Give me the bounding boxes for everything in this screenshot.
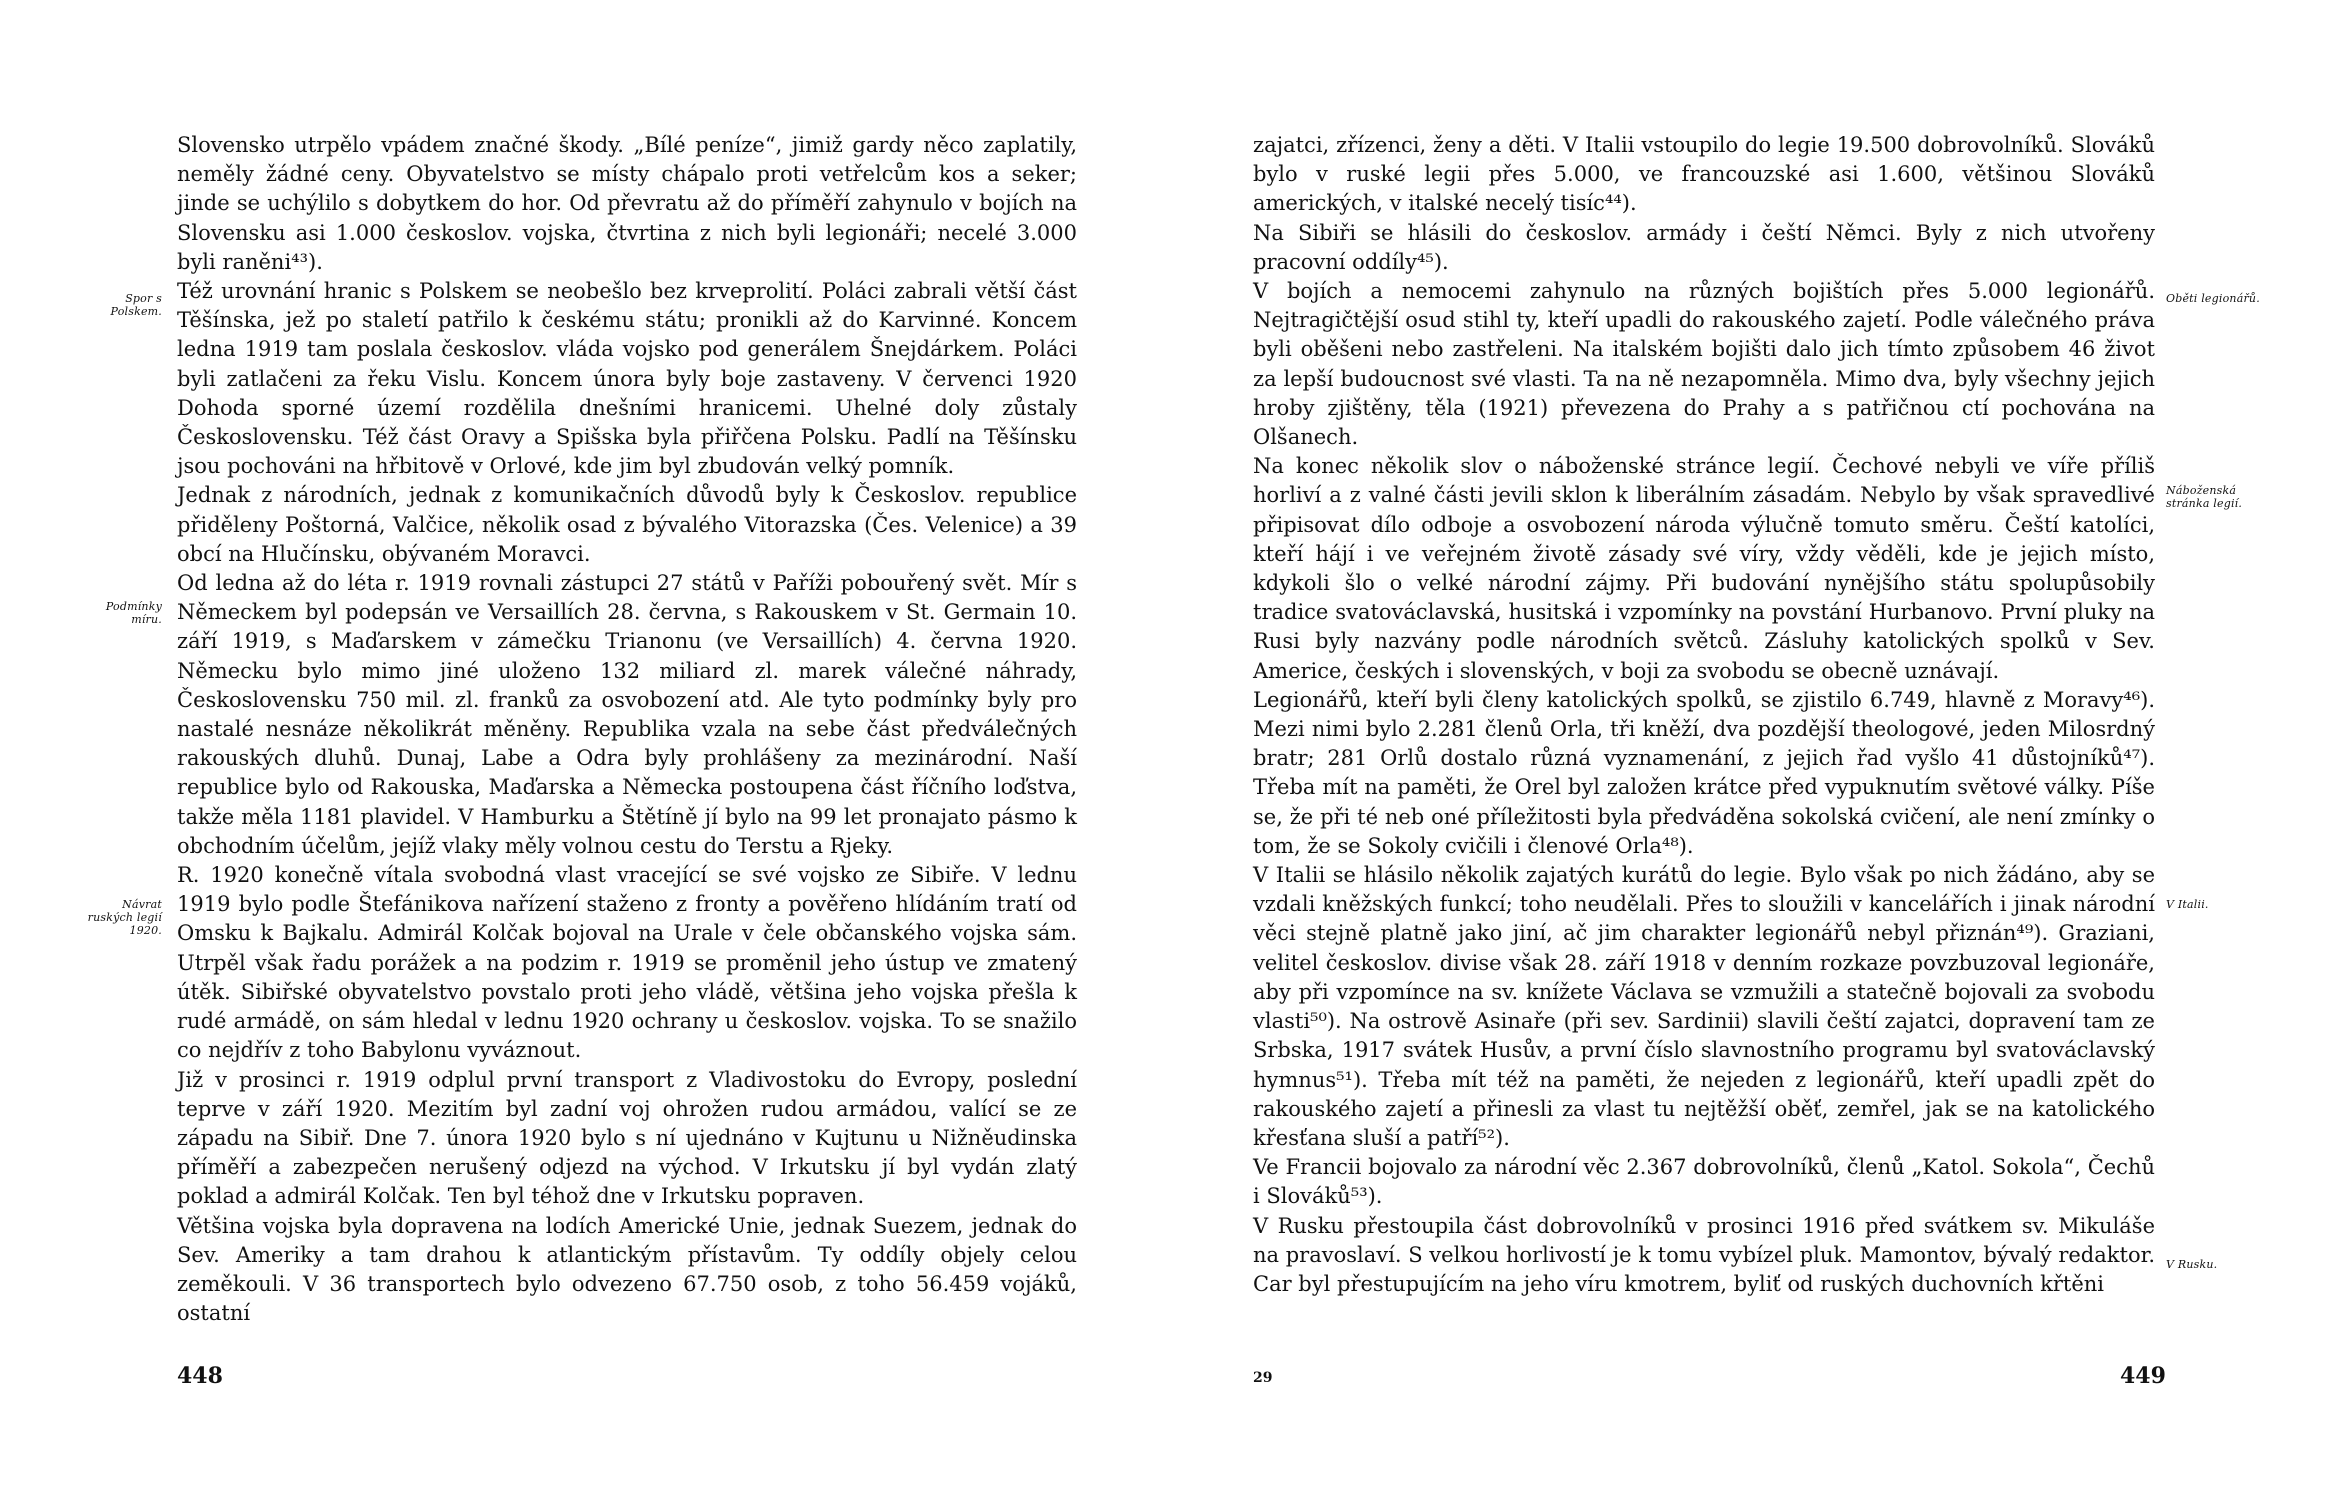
- page-number: 449: [2120, 1363, 2166, 1389]
- paragraph: Slovensko utrpělo vpádem značné škody. „Bílé peníze“, jimiž gardy něco zaplatily, neměly žádné ceny. Obyvatelstvo se místy chápalo proti vetřelcům kos a seker; jinde se uchýlilo s dobytkem do hor. Od převratu až do příměří zahynulo v bojích na Slovensku asi 1.000 českoslov. vojska, čtvrtina z nich byli legionáři; necelé 3.000 byli raněni⁴³).: [177, 133, 1077, 274]
- side-note: Podmínky míru.: [105, 600, 162, 626]
- paragraph: Ve Francii bojovalo za národní věc 2.367 dobrovolníků, členů „Katol. Sokola“, Čechů i Slováků⁵³).: [1253, 1155, 2155, 1209]
- paragraph: R. 1920 konečně vítala svobodná vlast vracející se své vojsko ze Sibiře. V lednu 1919 bylo podle Štefánikova nařízení staženo z fronty a pověřeno hlídáním tratí od Omsku k Bajkalu. Admirál Kolčak bojoval na Urale v čele občanského vojska sám. Utrpěl však řadu porážek a na podzim r. 1919 se proměnil jeho ústup ve zmatený útěk. Sibiřské obyvatelstvo povstalo proti jeho vládě, většina jeho vojska přešla k rudé armádě, on sám hledal v lednu 1920 ochrany u českoslov. vojska. To se snažilo co nejdřív z toho Babylonu vyváznout.: [177, 863, 1077, 1063]
- paragraph: Též urovnání hranic s Polskem se neobešlo bez krveprolití. Poláci zabrali větší část Těšínska, jež po staletí patřilo k českému státu; pronikli až do Karvinné. Koncem ledna 1919 tam poslala českoslov. vláda vojsko pod generálem Šnejdárkem. Poláci byli zatlačeni za řeku Vislu. Koncem února byly boje zastaveny. V červenci 1920 Dohoda sporné území rozdělila dnešními hranicemi. Uhelné doly zůstaly Československu. Též část Oravy a Spišska byla přiřčena Polsku. Padlí na Těšínsku jsou pochováni na hřbitově v Orlové, kde jim byl zbudován velký pomník.: [177, 279, 1077, 479]
- paragraph: V Italii se hlásilo několik zajatých kurátů do legie. Bylo však po nich žádáno, aby se vzdali kněžských funkcí; toho neudělali. Přes to sloužili v kancelářích i jinak národní věci stejně platně jako jiní, ač jim charakter legionářů nebyl přiznán⁴⁹). Graziani, velitel českoslov. divise však 28. září 1918 v denním rozkaze povzbuzoval legionáře, aby při vzpomínce na sv. knížete Václava se vzmužili a statečně bojovali za svobodu vlasti⁵⁰). Na ostrově Asinaře (při sev. Sardinii) slavili čeští zajatci, dopravení tam ze Srbska, 1917 svátek Husův, a první číslo slavnostního programu byl svatováclavský hymnus⁵¹). Třeba mít též na paměti, že nejeden z legionářů, kteří upadli zpět do rakouského zajetí a přinesli za vlast tu nejtěžší oběť, zemřel, jak se na katolického křesťana sluší a patří⁵²).: [1253, 863, 2155, 1150]
- side-note: V Rusku.: [2166, 1258, 2218, 1271]
- side-note: Spor s Polskem.: [110, 292, 162, 318]
- paragraph: Legionářů, kteří byli členy katolických spolků, se zjistilo 6.749, hlavně z Moravy⁴⁶). Mezi nimi bylo 2.281 členů Orla, tři kněží, dva pozdější theologové, jeden Milosrdný bratr; 281 Orlů dostalo různá vyznamenání, z jejich řad vyšlo 41 důstojníků⁴⁷). Třeba mít na paměti, že Orel byl založen krátce před vypuknutím světové války. Píše se, že při té neb oné příležitosti byla předváděna sokolská cvičení, ale není zmínky o tom, že se Sokoly cvičili i členové Orla⁴⁸).: [1253, 687, 2155, 858]
- paragraph: Od ledna až do léta r. 1919 rovnali zástupci 27 států v Paříži pobouřený svět. Mír s Německem byl podepsán ve Versaillích 28. června, s Rakouskem v St. Germain 10. září 1919, s Maďarskem v zámečku Trianonu (ve Versaillích) 4. června 1920. Německu bylo mimo jiné uloženo 132 miliard zl. marek válečné náhrady, Československu 750 mil. zl. franků za osvobození atd. Ale tyto podmínky byly pro nastalé nesnáze několikrát měněny. Republika vzala na sebe část předválečných rakouských dluhů. Dunaj, Labe a Odra byly prohlášeny za mezinárodní. Naší republice bylo od Rakouska, Maďarska a Německa postoupena část říčního loďstva, takže měla 1181 plavidel. V Hamburku a Štětíně jí bylo na 99 let pronajato pásmo k obchodním účelům, jejíž vlaky měly volnou cestu do Terstu a Rjeky.: [177, 571, 1077, 858]
- paragraph: V Rusku přestoupila část dobrovolníků v prosinci 1916 před svátkem sv. Mikuláše na pravoslaví. S velkou horlivostí je k tomu vybízel pluk. Mamontov, bývalý redaktor. Car byl přestupujícím na jeho víru kmotrem, byliť od ruských duchovních křtěni: [1253, 1213, 2155, 1296]
- paragraph: Na Sibiři se hlásili do českoslov. armády i čeští Němci. Byly z nich utvořeny pracovní oddíly⁴⁵).: [1253, 220, 2155, 274]
- side-note: Oběti legionářů.: [2166, 292, 2260, 305]
- right-page: [1163, 0, 2326, 1500]
- signature-mark: 29: [1253, 1370, 1273, 1386]
- paragraph: Jednak z národních, jednak z komunikačních důvodů byly k Českoslov. republice přiděleny Poštorná, Valčice, několik osad z bývalého Vitorazska (Čes. Velenice) a 39 obcí na Hlučínsku, obývaném Moravci.: [177, 483, 1077, 566]
- paragraph: zajatci, zřízenci, ženy a děti. V Italii vstoupilo do legie 19.500 dobrovolníků. Slováků bylo v ruské legii přes 5.000, ve francouzské asi 1.600, většinou Slováků amerických, v italské necelý tisíc⁴⁴).: [1253, 133, 2155, 216]
- paragraph: V bojích a nemocemi zahynulo na různých bojištích přes 5.000 legionářů. Nejtragičtější osud stihl ty, kteří upadli do rakouského zajetí. Podle válečného práva byli oběšeni nebo zastřeleni. Na italském bojišti dalo jich tímto způsobem 46 život za lepší budoucnost své vlasti. Ta na ně nezapomněla. Mimo dva, byly všechny jejich hroby zjištěny, těla (1921) převezena do Prahy a s patřičnou ctí pochována na Olšanech.: [1253, 279, 2155, 450]
- right-text-column: [1253, 131, 2155, 1299]
- paragraph: Většina vojska byla dopravena na lodích Americké Unie, jednak Suezem, jednak do Sev. Ameriky a tam drahou k atlantickým přístavům. Ty oddíly objely celou zeměkouli. V 36 transportech bylo odvezeno 67.750 osob, z toho 56.459 vojáků, ostatní: [177, 1213, 1077, 1326]
- page-number: 448: [177, 1363, 223, 1389]
- left-text-column: [177, 131, 1077, 1328]
- side-note: V Italii.: [2166, 898, 2209, 911]
- paragraph: Již v prosinci r. 1919 odplul první transport z Vladivostoku do Evropy, poslední teprve v září 1920. Mezitím byl zadní voj ohrožen rudou armádou, valící se ze západu na Sibiř. Dne 7. února 1920 bylo s ní ujednáno v Kujtunu u Nižněudinska příměří a zabezpečen nerušený odjezd na východ. V Irkutsku jí byl vydán zlatý poklad a admirál Kolčak. Ten byl téhož dne v Irkutsku popraven.: [177, 1067, 1077, 1209]
- side-note: Náboženská stránka legií.: [2166, 484, 2243, 510]
- paragraph: Na konec několik slov o náboženské stránce legií. Čechové nebyli ve víře příliš horliví a z valné části jevili sklon k liberálním zásadám. Nebylo by však spravedlivé připisovat dílo odboje a osvobození národa výlučně tomuto směru. Čeští katolíci, kteří hájí i ve veřejném životě zásady své víry, vždy věděli, kde je jejich místo, kdykoli šlo o velké národní zájmy. Při budování nynějšího státu spolupůsobily tradice svatováclavská, husitská i vzpomínky na povstání Hurbanovo. První pluky na Rusi byly nazvány podle národních světců. Zásluhy katolických spolků v Sev. Americe, českých i slovenských, v boji za svobodu se obecně uznávají.: [1253, 454, 2155, 683]
- side-note: Návrat ruských legií 1920.: [87, 898, 162, 937]
